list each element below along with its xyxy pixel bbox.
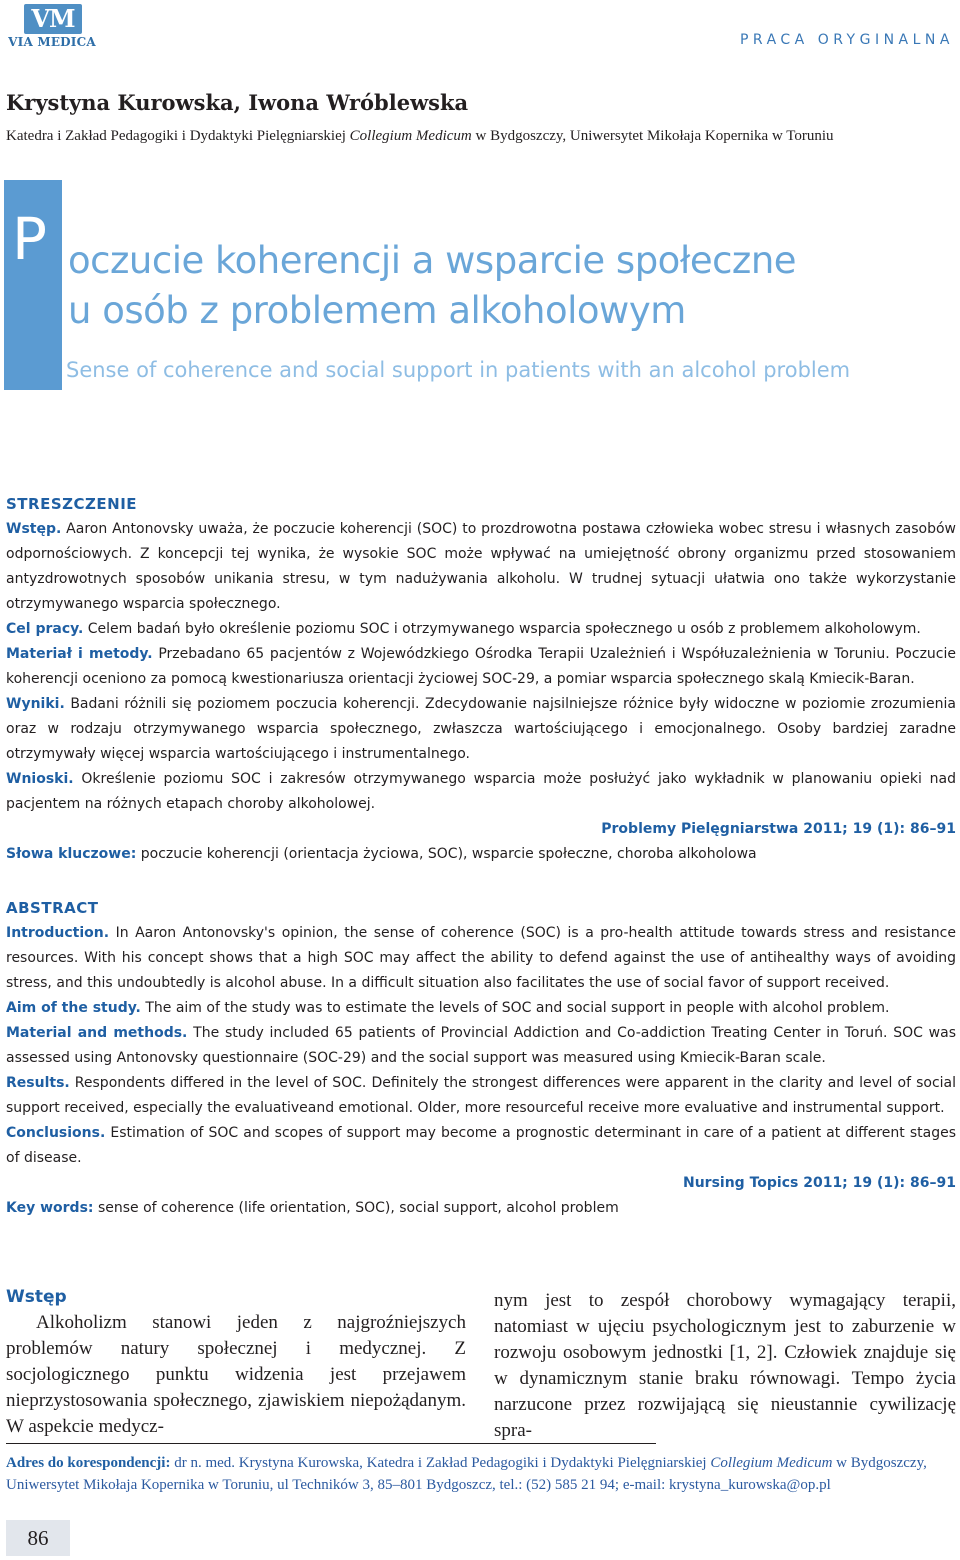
streszczenie-material: Materiał i metody. Przebadano 65 pacjentów z Wojewódzkiego Ośrodka Terapii Uzależnień i Współuzależnienia w Toruniu. Poczucie koherencji oceniono za pomocą kwestionariusza orientacji życiowej SOC-29, a pomiar wsparcia społecznego skalą Kmiecik-Baran. — [6, 646, 956, 687]
streszczenie-heading: STRESZCZENIE — [6, 495, 138, 513]
authors: Krystyna Kurowska, Iwona Wróblewska — [6, 90, 469, 115]
abstract-keywords: Key words: sense of coherence (life orientation, SOC), social support, alcohol problem — [6, 1200, 619, 1216]
abstract-conclusions: Conclusions. Estimation of SOC and scopes of support may become a prognostic determinant in care of a patient at different stages of disease. — [6, 1125, 956, 1166]
abstract-heading: ABSTRACT — [6, 899, 99, 917]
body-right-column — [494, 1288, 956, 1444]
correspondence: Adres do korespondencji: dr n. med. Krystyna Kurowska, Katedra i Zakład Pedagogiki i Dydaktyki Pielęgniarskiej Collegium Medicum w Bydgoszczy, Uniwersytet Mikołaja Kopernika w Toruniu, ul Techników 3, 85–801 Bydgoszcz, tel.: (52) 585 21 94; e-mail: krystyna_kurowska@op.pl — [6, 1455, 927, 1493]
abstract-methods: Material and methods. The study included 65 patients of Provincial Addiction and Co-addiction Treating Center in Toruń. SOC was assessed using Antonovsky questionnaire (SOC-29) and the social support was measured using Kmiecik-Baran scale. — [6, 1025, 956, 1066]
title-line-2: u osób z problemem alkoholowym — [68, 289, 686, 332]
page-number: 86 — [6, 1520, 70, 1556]
abstract-aim: Aim of the study. The aim of the study was to estimate the levels of SOC and social support in people with alcohol problem. — [6, 1000, 890, 1016]
body-left-column — [6, 1284, 466, 1440]
abstract-results: Results. Respondents differed in the level of SOC. Definitely the strongest differences were apparent in the clarity and level of social support received, especially the evaluativeand emotional. Older, more resourceful receive more evaluative and instrumental support. — [6, 1075, 956, 1116]
title-line-1: oczucie koherencji a wsparcie społeczne — [68, 239, 797, 282]
body-left-text: Alkoholizm stanowi jeden z najgroźniejszych problemów natury społecznej i medycznej. Z socjologicznego punktu widzenia jest przejawem nieprzystosowania społecznego, zjawiskiem niepożądanym. W aspekcie medycz- — [6, 1312, 466, 1437]
streszczenie-wyniki: Wyniki. Badani różnili się poziomem poczucia koherencji. Zdecydowanie najsilniejsze różnice były widoczne w poziomie zrozumienia oraz w rodzaju otrzymywanego wsparcia społecznego, zwłaszcza wartościującego i emocjonalnego. Osoby bardziej zaradne otrzymywały więcej wsparcia wartościującego i instrumentalnego. — [6, 696, 956, 762]
affiliation — [6, 128, 834, 145]
body-right-text: nym jest to zespół chorobowy wymagający terapii, natomiast w ujęciu psychologicznym jest to zaburzenie w rozwoju osobowym jednostki [1, 2]. Człowiek znajduje się w dynamicznym stanie braku równowagi. Tempo życia narzucone przez rozwijającą się nieustannie cywilizację spra- — [494, 1290, 956, 1441]
title-initial: P — [12, 205, 47, 273]
body-heading: Wstęp — [6, 1287, 67, 1307]
affiliation-part2: w Bydgoszczy, Uniwersytet Mikołaja Kopernika w Toruniu — [471, 128, 834, 144]
abstract-introduction: Introduction. In Aaron Antonovsky's opinion, the sense of coherence (SOC) is a pro-health attitude towards stress and resistance resources. With his concept shows that a high SOC may affect the ability to defend against the use of antihealthy ways of avoiding stress, and this undoubtedly is alcohol abuse. In a difficult situation also facilitates the use of social favor of support received. — [6, 925, 956, 991]
abstract-section — [6, 896, 956, 1221]
via-medica-logo — [6, 4, 98, 48]
abstract-citation: Nursing Topics 2011; 19 (1): 86–91 — [683, 1175, 956, 1191]
article-title — [68, 236, 796, 336]
footnote-rule — [6, 1443, 656, 1444]
article-subtitle: Sense of coherence and social support in patients with an alcohol problem — [66, 358, 851, 382]
streszczenie-cel: Cel pracy. Celem badań było określenie poziomu SOC i otrzymywanego wsparcia społecznego u osób z problemem alkoholowym. — [6, 621, 921, 637]
streszczenie-section — [6, 492, 956, 867]
affiliation-italic: Collegium Medicum — [349, 128, 472, 144]
section-label: PRACA ORYGINALNA — [739, 32, 954, 48]
affiliation-part1: Katedra i Zakład Pedagogiki i Dydaktyki Pielęgniarskiej — [6, 128, 350, 144]
logo-mark: VM — [24, 4, 82, 34]
logo-text: VIA MEDICA — [8, 35, 96, 49]
title-initial-block — [4, 180, 62, 390]
streszczenie-wstep: Wstęp. Aaron Antonovsky uważa, że poczucie koherencji (SOC) to prozdrowotna postawa człowieka wobec stresu i własnych zasobów odpornościowych. Z koncepcji tej wynika, że wysokie SOC może wpływać na umiejętność obrony organizmu przed stosowaniem antyzdrowotnych sposobów unikania stresu, w tym nadużywania alkoholu. W trudnej sytuacji ułatwia ono także wykorzystanie otrzymywanego wsparcia społecznego. — [6, 521, 956, 612]
streszczenie-keywords: Słowa kluczowe: poczucie koherencji (orientacja życiowa, SOC), wsparcie społeczne, choroba alkoholowa — [6, 846, 757, 862]
streszczenie-wnioski: Wnioski. Określenie poziomu SOC i zakresów otrzymywanego wsparcia może posłużyć jako wykładnik w planowaniu opieki nad pacjentem na różnych etapach choroby alkoholowej. — [6, 771, 956, 812]
streszczenie-citation: Problemy Pielęgniarstwa 2011; 19 (1): 86–91 — [601, 821, 956, 837]
